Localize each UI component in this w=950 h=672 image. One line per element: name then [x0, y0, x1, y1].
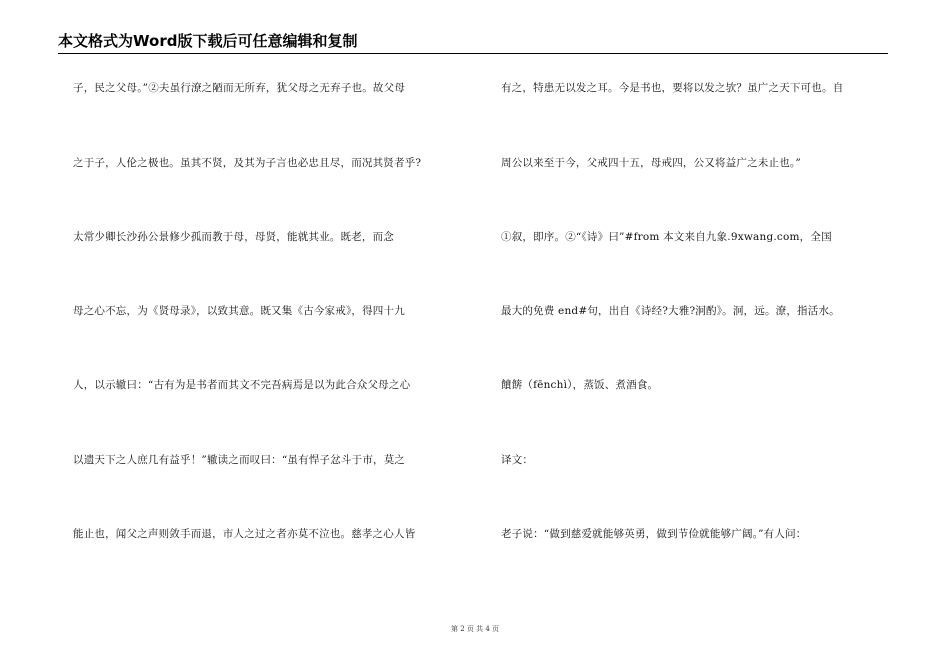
text-line: 太常少卿长沙孙公景修少孤而教于母，母贤，能就其业。既老，而念: [73, 231, 394, 243]
document-header-title: 本文格式为Word版下载后可任意编辑和复制: [58, 32, 358, 50]
text-line: 母之心不忘，为《贤母录》，以致其意。既又集《古今家戒》，得四十九: [73, 305, 405, 317]
header-rule: [58, 53, 888, 54]
text-line: 人，以示辙曰：“古有为是书者而其文不完吾病焉是以为此合众父母之心: [73, 379, 411, 391]
text-line: 最大的免费 end#句，出自《诗经?大雅?泂酌》。泂，远。潦，指活水。: [501, 305, 840, 317]
text-line: 之于子，人伦之极也。虽其不贤，及其为子言也必忠且尽，而况其贤者乎?: [73, 157, 422, 169]
text-line: 老子说：“做到慈爱就能够英勇，做到节俭就能够广阔。”有人问：: [501, 528, 807, 540]
text-line: 译文：: [501, 454, 534, 466]
text-line: 有之，特患无以发之耳。今是书也，要将以发之欤？虽广之天下可也。自: [501, 82, 844, 94]
text-line: 能止也，闻父之声则敛手而退，市人之过之者亦莫不泣也。慈孝之心人皆: [73, 528, 416, 540]
page-number: 第 2 页 共 4 页: [450, 625, 500, 633]
text-line: ①叙，即序。②“《诗》曰”#from 本文来自九象.9xwang.com，全国: [501, 231, 832, 243]
text-line: 周公以来至于今，父戒四十五，母戒四，公又将益广之未止也。”: [501, 157, 801, 169]
text-line: 子，民之父母。”②夫虽行潦之陋而无所弃，犹父母之无弃子也。故父母: [73, 82, 406, 94]
text-line: 饙餴（fēnchì），蒸饭、煮酒食。: [501, 379, 659, 391]
text-line: 以遗天下之人庶几有益乎！”辙读之而叹曰：“虽有悍子忿斗于市，莫之: [73, 454, 406, 466]
